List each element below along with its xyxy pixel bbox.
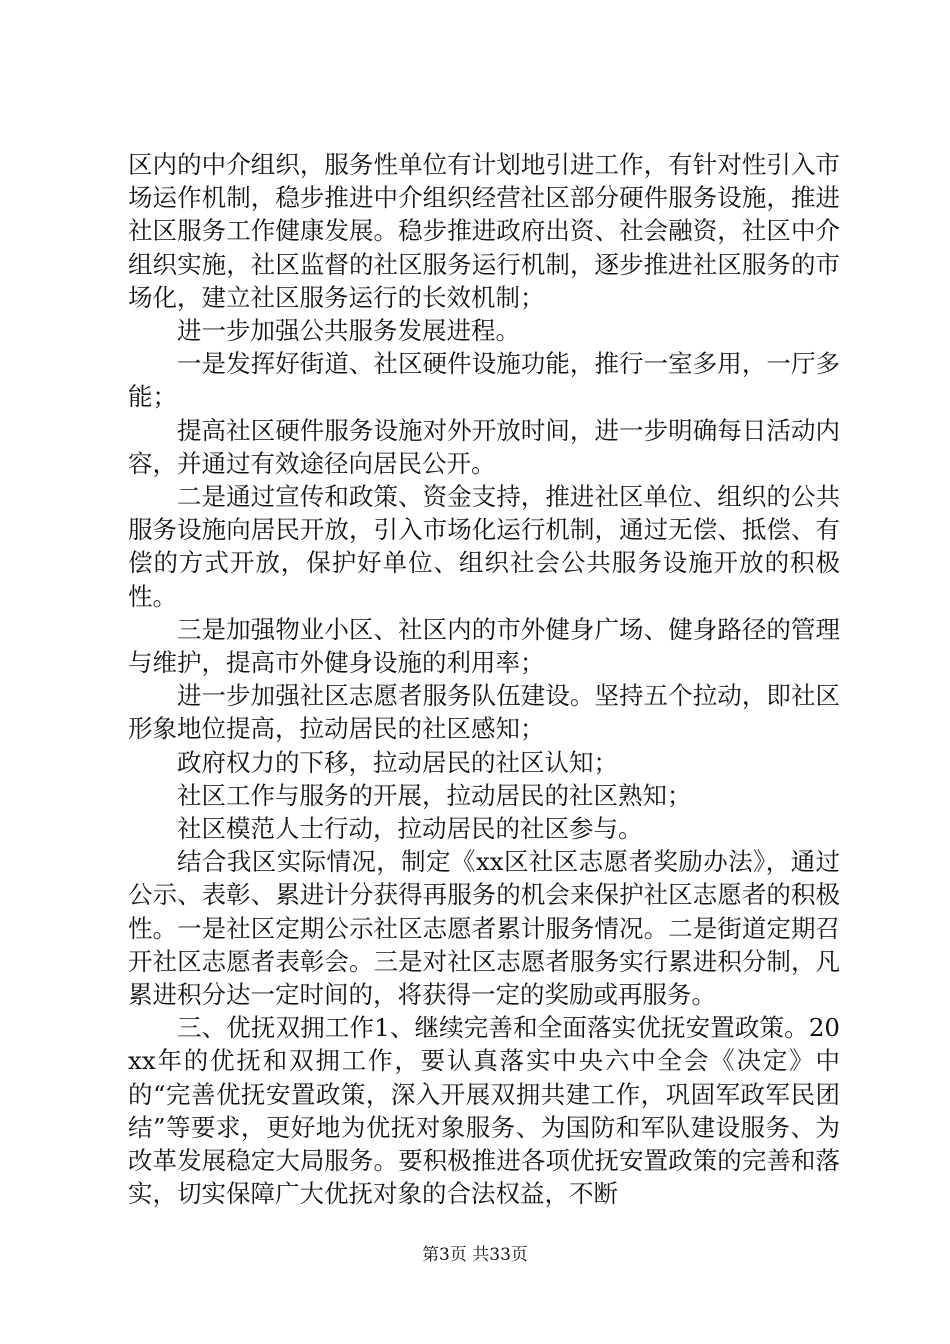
- paragraph: 社区模范人士行动，拉动居民的社区参与。: [177, 814, 643, 844]
- paragraph: 区内的中介组织，服务性单位有计划地引进工作，有针对性引入市场运作机制，稳步推进中介组织经营社区部分硬件服务设施，推进社区服务工作健康发展。稳步推进政府出资、社会融资，社区中介组织实施，社区监督的社区服务运行机制，逐步推进社区服务的市场化，建立社区服务运行的长效机制；: [128, 150, 840, 312]
- paragraph: 进一步加强社区志愿者服务队伍建设。坚持五个拉动，即社区形象地位提高，拉动居民的社区感知；: [128, 681, 840, 744]
- paragraph: 二是通过宣传和政策、资金支持，推进社区单位、组织的公共服务设施向居民开放，引入市场化运行机制，通过无偿、抵偿、有偿的方式开放，保护好单位、组织社会公共服务设施开放的积极性。: [128, 482, 840, 611]
- paragraph: 政府权力的下移，拉动居民的社区认知；: [177, 747, 618, 777]
- paragraph: 提高社区硬件服务设施对外开放时间，进一步明确每日活动内容，并通过有效途径向居民公开。: [128, 415, 840, 478]
- paragraph: 三是加强物业小区、社区内的市外健身广场、健身路径的管理与维护，提高市外健身设施的利用率；: [128, 614, 840, 678]
- document-body: [128, 148, 840, 1211]
- paragraph: 社区工作与服务的开展，拉动居民的社区熟知；: [177, 780, 692, 810]
- paragraph: 进一步加强公共服务发展进程。: [177, 316, 520, 346]
- paragraph: 一是发挥好街道、社区硬件设施功能，推行一室多用，一厅多能；: [128, 349, 840, 412]
- paragraph: 结合我区实际情况，制定《xx区社区志愿者奖励办法》，通过公示、表彰、累进计分获得再服务的机会来保护社区志愿者的积极性。一是社区定期公示社区志愿者累计服务情况。二是街道定期召开社区志愿者表彰会。三是对社区志愿者服务实行累进积分制，凡累进积分达一定时间的，将获得一定的奖励或再服务。: [128, 847, 840, 1010]
- page-number-footer: 第3页 共33页: [422, 1245, 528, 1265]
- paragraph: 三、优抚双拥工作1、继续完善和全面落实优抚安置政策。20xx年的优抚和双拥工作，要认真落实中央六中全会《决定》中的“完善优抚安置政策，深入开展双拥共建工作，巩固军政军民团结”等要求，更好地为优抚对象服务、为国防和军队建设服务、为改革发展稳定大局服务。要积极推进各项优抚安置政策的完善和落实，切实保障广大优抚对象的合法权益，不断: [128, 1013, 840, 1209]
